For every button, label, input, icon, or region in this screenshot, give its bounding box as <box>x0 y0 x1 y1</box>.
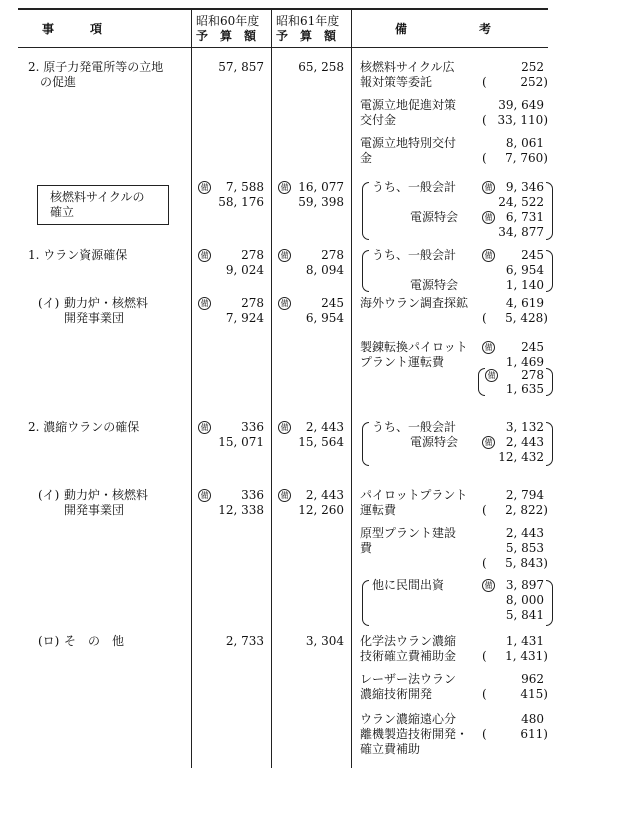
note10-value: 962 <box>521 672 544 686</box>
u2-dengen-label: 電源特会 <box>410 435 459 449</box>
note11-prev: 611) <box>520 727 548 741</box>
row1-s61: 65, 258 <box>298 60 344 74</box>
u1-notes-rbrace <box>546 250 553 292</box>
note8-value: 8, 000 <box>505 593 544 607</box>
u2-dengen-mark: 備 <box>482 435 497 449</box>
section-general-value: 24, 522 <box>498 195 544 209</box>
u2i-s60-mark: 備 <box>198 488 213 502</box>
u2i-item: 動力炉・核燃料 <box>64 488 149 502</box>
note6-label-2: 運転費 <box>360 503 397 517</box>
note1-value: 252 <box>521 60 544 74</box>
note11-value: 480 <box>521 712 544 726</box>
note10-label-2: 濃縮技術開発 <box>360 687 433 701</box>
u1i-marker: (イ) <box>38 296 60 310</box>
u1-s61-mark-value: 278 <box>321 248 344 262</box>
section-dengen-label: 電源特会 <box>410 210 459 224</box>
note7-paren: ( <box>482 556 487 570</box>
header-s61-budget: 予 算 額 <box>276 29 337 43</box>
note9-label: 化学法ウラン濃縮 <box>360 634 457 648</box>
note7-label: 原型プラント建設 <box>360 526 457 540</box>
note4-prev: 5, 428) <box>505 311 548 325</box>
note5-prev-mark: 備 <box>485 368 500 382</box>
note8-mark-value: 3, 897 <box>505 578 544 592</box>
row1-s60: 57, 857 <box>218 60 264 74</box>
note11-paren: ( <box>482 727 487 741</box>
note6-paren: ( <box>482 503 487 517</box>
u2i-s61-mark-value: 2, 443 <box>305 488 344 502</box>
u2-dengen-value: 12, 432 <box>498 450 544 464</box>
table-top-rule <box>18 8 548 10</box>
note2-value: 39, 649 <box>498 98 544 112</box>
u2-s61-mark: 備 <box>278 420 293 434</box>
u2-general-value: 3, 132 <box>505 420 544 434</box>
note3-value: 8, 061 <box>505 136 544 150</box>
section-s61-mark: 備 <box>278 180 293 194</box>
section-s61-mark-value: 16, 077 <box>298 180 344 194</box>
section-notes-brace <box>362 182 369 240</box>
note7-value: 2, 443 <box>505 526 544 540</box>
u2r-s61: 3, 304 <box>305 634 344 648</box>
note7-prev: 5, 843) <box>505 556 548 570</box>
section-notes-rbrace <box>546 182 553 240</box>
note4-label: 海外ウラン調査探鉱 <box>360 296 469 310</box>
note8-rbrace <box>546 580 553 626</box>
note6-label: パイロットプラント <box>360 488 468 502</box>
u2r-item: そ の 他 <box>64 634 125 648</box>
col-divider-3 <box>351 8 352 768</box>
section-general-mark: 備 <box>482 180 497 194</box>
note5-mark-value: 245 <box>521 340 544 354</box>
section-title-2: 確立 <box>50 205 75 219</box>
note6-value: 2, 794 <box>505 488 544 502</box>
note5-mark: 備 <box>482 340 497 354</box>
note1-prev: 252) <box>520 75 548 89</box>
note3-label-2: 金 <box>360 151 373 165</box>
note4-paren: ( <box>482 311 487 325</box>
note11-label-3: 確立費補助 <box>360 742 421 756</box>
section-general-label: うち、一般会計 <box>372 180 457 194</box>
col-divider-1 <box>191 8 192 768</box>
note5-value: 1, 469 <box>505 355 544 369</box>
header-s61: 昭和61年度 <box>276 14 340 28</box>
note11-label: ウラン濃縮遠心分 <box>360 712 457 726</box>
note10-prev: 415) <box>520 687 548 701</box>
header-item: 事 項 <box>42 22 103 36</box>
row1-item-2: の促進 <box>40 75 77 89</box>
u2i-item-2: 開発事業団 <box>64 503 125 517</box>
row1-item: 2. 原子力発電所等の立地 <box>28 60 164 74</box>
u1-dengen-label: 電源特会 <box>410 278 459 292</box>
note1-label: 核燃料サイクル広 <box>360 60 455 74</box>
u2i-s60-value: 12, 338 <box>218 503 264 517</box>
u2i-s61-mark: 備 <box>278 488 293 502</box>
note10-paren: ( <box>482 687 487 701</box>
u2-s61-mark-value: 2, 443 <box>305 420 344 434</box>
u2r-marker: (ロ) <box>38 634 60 648</box>
note4-value: 4, 619 <box>505 296 544 310</box>
u1-general-value: 6, 954 <box>505 263 544 277</box>
u2i-s60-mark-value: 336 <box>241 488 264 502</box>
header-bottom-rule <box>18 47 548 48</box>
u1-general-mark-value: 245 <box>521 248 544 262</box>
u2-s60-mark-value: 336 <box>241 420 264 434</box>
u2-s60-mark: 備 <box>198 420 213 434</box>
u1i-s60-mark-value: 278 <box>241 296 264 310</box>
section-s60-mark: 備 <box>198 180 213 194</box>
note1-paren: ( <box>482 75 487 89</box>
note5-label-2: プラント運転費 <box>360 355 445 369</box>
u2-dengen-mark-value: 2, 443 <box>505 435 544 449</box>
u2-notes-brace <box>362 422 369 466</box>
header-s60-budget: 予 算 額 <box>196 29 257 43</box>
u1i-s60-mark: 備 <box>198 296 213 310</box>
col-divider-2 <box>271 8 272 768</box>
u1-general-mark: 備 <box>482 248 497 262</box>
header-s60: 昭和60年度 <box>196 14 260 28</box>
u1i-s61-mark: 備 <box>278 296 293 310</box>
u1-s60-value: 9, 024 <box>225 263 264 277</box>
note3-prev: 7, 760) <box>505 151 548 165</box>
note5-prev-mark-value: 278 <box>521 368 544 382</box>
u1i-s61-value: 6, 954 <box>305 311 344 325</box>
note2-prev: 33, 110) <box>497 113 548 127</box>
u1-s61-value: 8, 094 <box>305 263 344 277</box>
u2-item: 2. 濃縮ウランの確保 <box>28 420 140 434</box>
note10-label: レーザー法ウラン <box>360 672 457 686</box>
note5-rbrace <box>546 368 553 396</box>
note7-label-2: 費 <box>360 541 373 555</box>
note6-prev: 2, 822) <box>505 503 548 517</box>
u1-s61-mark: 備 <box>278 248 293 262</box>
u2-notes-rbrace <box>546 422 553 466</box>
u2i-s61-value: 12, 260 <box>298 503 344 517</box>
u1-general-label: うち、一般会計 <box>372 248 457 262</box>
u1i-s60-value: 7, 924 <box>225 311 264 325</box>
u1-s60-mark: 備 <box>198 248 213 262</box>
u1i-item-2: 開発事業団 <box>64 311 125 325</box>
note7-value-2: 5, 853 <box>505 541 544 555</box>
note2-paren: ( <box>482 113 487 127</box>
note2-label: 電源立地促進対策 <box>360 98 457 112</box>
note9-value: 1, 431 <box>505 634 544 648</box>
note9-paren: ( <box>482 649 487 663</box>
note8-brace <box>362 580 369 626</box>
u1-dengen-value: 1, 140 <box>505 278 544 292</box>
note3-paren: ( <box>482 151 487 165</box>
section-dengen-value: 34, 877 <box>498 225 544 239</box>
note5-label: 製錬転換パイロット <box>360 340 468 354</box>
note8-label: 他に民間出資 <box>372 578 445 592</box>
section-dengen-mark-value: 6, 731 <box>505 210 544 224</box>
note2-label-2: 交付金 <box>360 113 397 127</box>
u2-s60-value: 15, 071 <box>218 435 264 449</box>
u2-s61-value: 15, 564 <box>298 435 344 449</box>
note9-label-2: 技術確立費補助金 <box>360 649 457 663</box>
u1-notes-brace <box>362 250 369 292</box>
section-s60-value: 58, 176 <box>218 195 264 209</box>
u1i-item: 動力炉・核燃料 <box>64 296 149 310</box>
section-dengen-mark: 備 <box>482 210 497 224</box>
u1i-s61-mark-value: 245 <box>321 296 344 310</box>
note8-mark: 備 <box>482 578 497 592</box>
note9-prev: 1, 431) <box>505 649 548 663</box>
note1-label-2: 報対策等委託 <box>360 75 433 89</box>
note8-value-2: 5, 841 <box>505 608 544 622</box>
section-s60-mark-value: 7, 588 <box>225 180 264 194</box>
section-s61-value: 59, 398 <box>298 195 344 209</box>
section-general-mark-value: 9, 346 <box>505 180 544 194</box>
u2i-marker: (イ) <box>38 488 60 502</box>
note3-label: 電源立地特別交付 <box>360 136 457 150</box>
note11-label-2: 離機製造技術開発・ <box>360 727 469 741</box>
u2-general-label: うち、一般会計 <box>372 420 457 434</box>
note5-prev-value: 1, 635 <box>505 382 544 396</box>
section-title: 核燃料サイクルの <box>50 190 145 204</box>
u1-s60-mark-value: 278 <box>241 248 264 262</box>
u1-item: 1. ウラン資源確保 <box>28 248 128 262</box>
header-notes: 備 考 <box>395 22 492 36</box>
u2r-s60: 2, 733 <box>225 634 264 648</box>
